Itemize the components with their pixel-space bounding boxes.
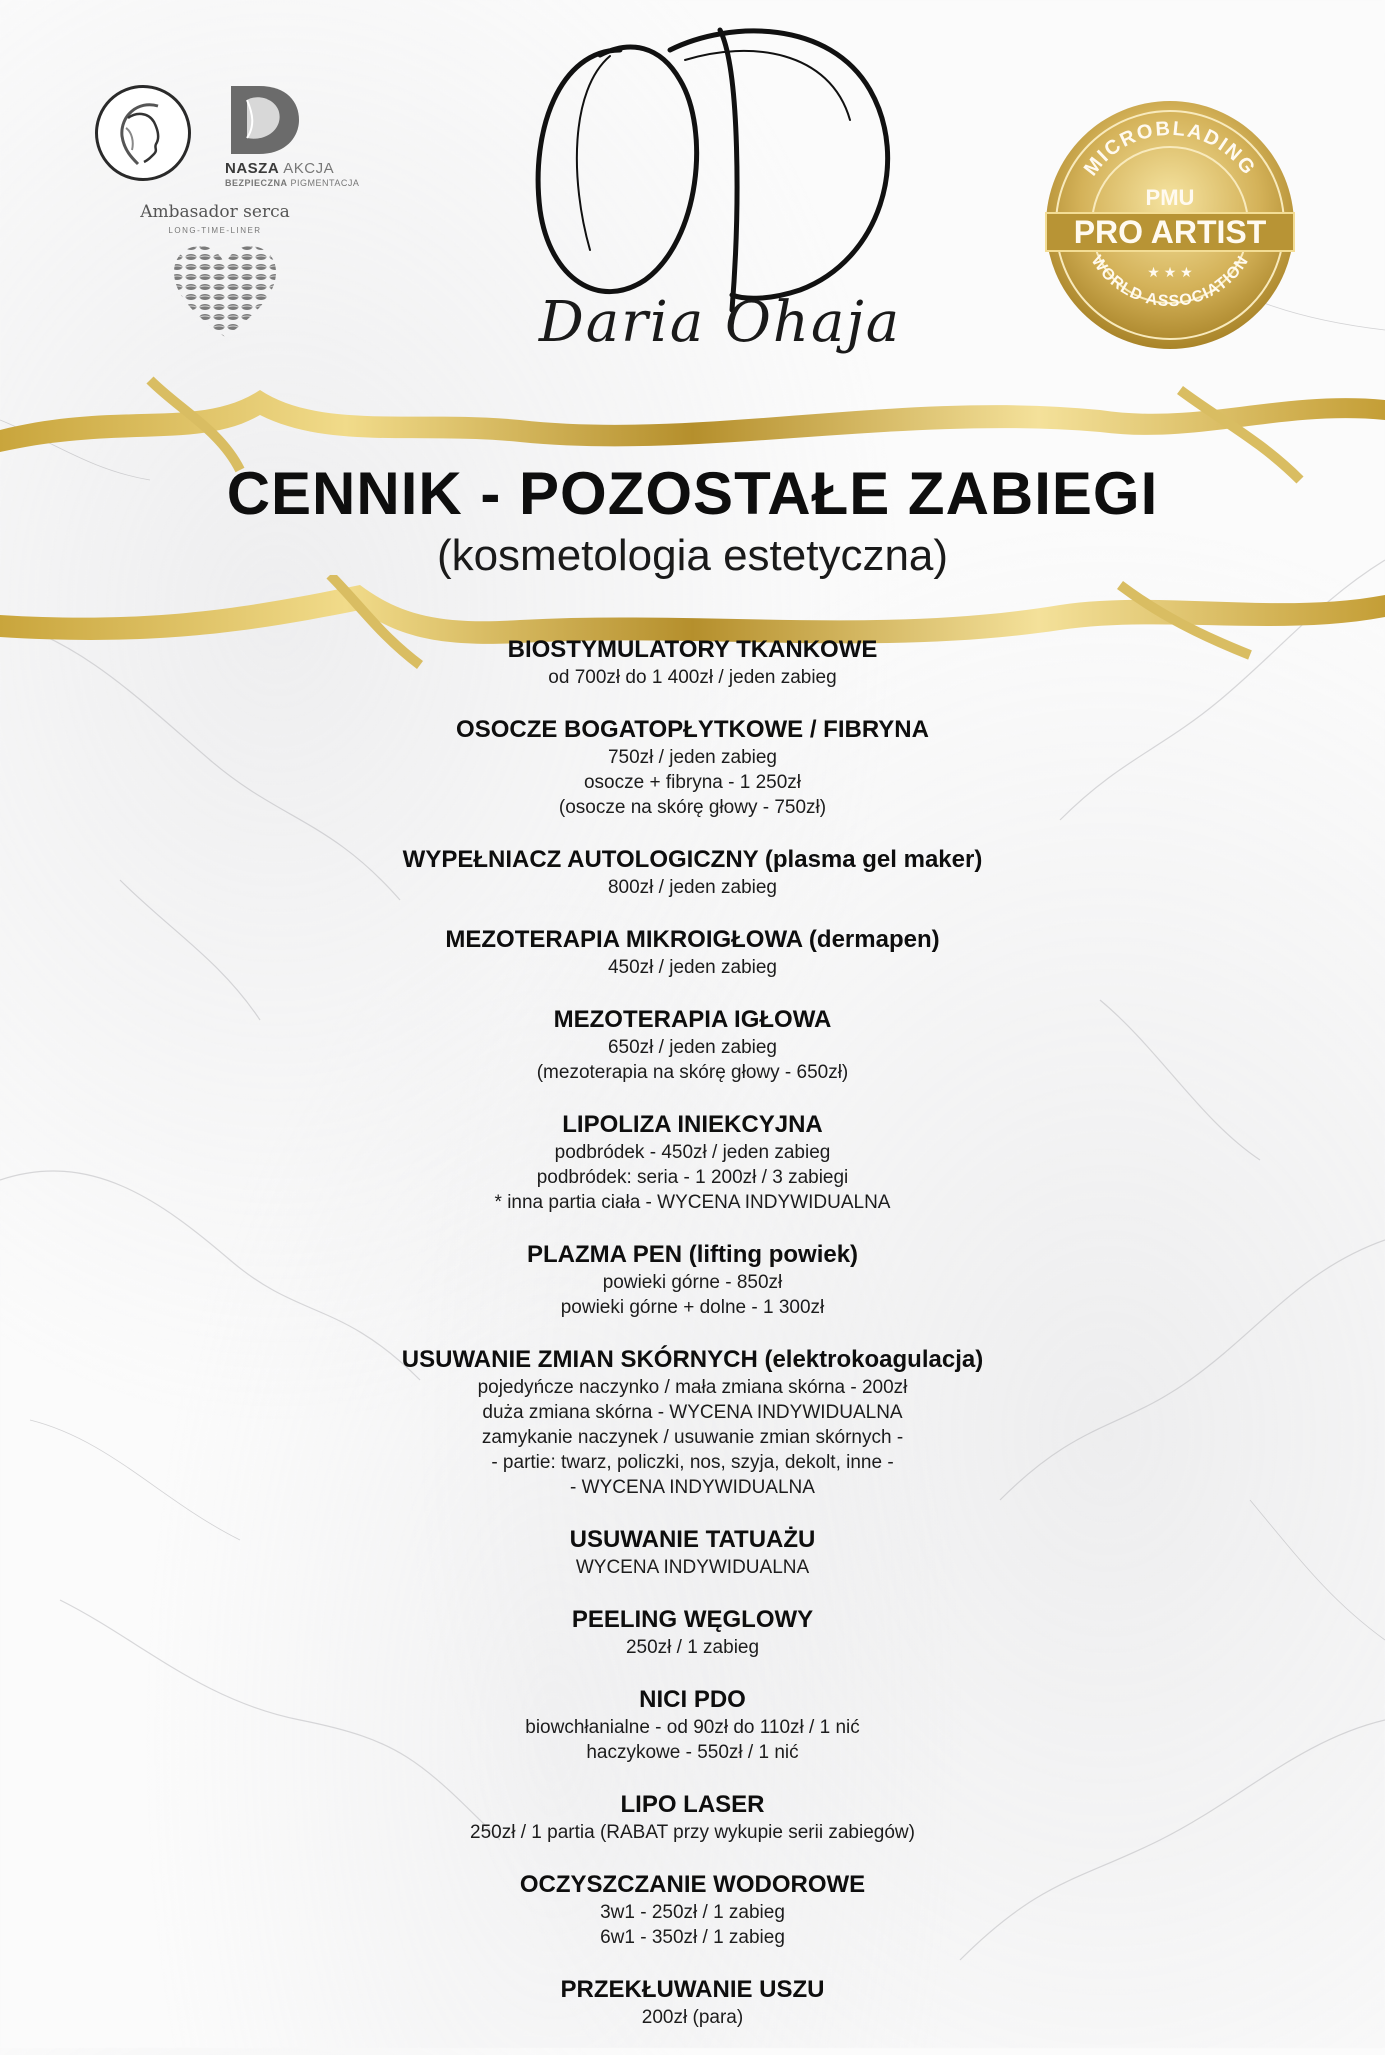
service-price-line: podbródek: seria - 1 200zł / 3 zabiegi: [536, 1167, 849, 1188]
service-price-line: - partie: twarz, policzki, nos, szyja, dekolt, inne -: [491, 1452, 894, 1473]
service-price-line: 6w1 - 350zł / 1 zabieg: [600, 1927, 785, 1948]
svg-text:★ ★ ★: ★ ★ ★: [1147, 264, 1193, 280]
service-price-line: powieki górne + dolne - 1 300zł: [560, 1297, 825, 1318]
service-name: WYPEŁNIACZ AUTOLOGICZNY (plasma gel maker): [402, 846, 983, 873]
price-item: [0, 1975, 1385, 2030]
service-price-line: 650zł / jeden zabieg: [607, 1037, 777, 1058]
service-name: OSOCZE BOGATOPŁYTKOWE / FIBRYNA: [456, 716, 929, 743]
service-price-line: 800zł / jeden zabieg: [607, 877, 777, 898]
svg-text:MICROBLADING: MICROBLADING: [1079, 117, 1261, 181]
service-name: OCZYSZCZANIE WODOROWE: [519, 1871, 866, 1898]
svg-text:PRO ARTIST: PRO ARTIST: [1073, 214, 1267, 250]
price-item: [0, 845, 1385, 900]
svg-text:WORLD ASSOCIATION: WORLD ASSOCIATION: [1087, 252, 1253, 311]
service-name: PEELING WĘGLOWY: [571, 1606, 814, 1633]
service-price-line: 250zł / 1 partia (RABAT przy wykupie serii zabiegów): [470, 1822, 915, 1843]
service-price-line: - WYCENA INDYWIDUALNA: [570, 1477, 815, 1498]
service-price-line: podbródek - 450zł / jeden zabieg: [554, 1142, 831, 1163]
service-price-line: biowchłanialne - od 90zł do 110zł / 1 nić: [525, 1717, 860, 1738]
service-price-line: 3w1 - 250zł / 1 zabieg: [600, 1902, 785, 1923]
nasza-akcja-sub: BEZPIECZNA PIGMENTACJA: [225, 178, 360, 188]
price-item: [0, 1870, 1385, 1950]
service-price-line: 450zł / jeden zabieg: [607, 957, 777, 978]
price-item: [0, 1685, 1385, 1765]
profile-logo: [95, 85, 191, 181]
service-price-line: osocze + fibryna - 1 250zł: [583, 772, 802, 793]
page-title: CENNIK - POZOSTAŁE ZABIEGI: [226, 460, 1159, 527]
service-name: BIOSTYMULATORY TKANKOWE: [507, 636, 878, 663]
nasza-d-icon: [225, 80, 305, 160]
price-list: [0, 635, 1385, 2055]
service-name: USUWANIE TATUAŻU: [569, 1526, 816, 1553]
nasza-akcja-text: NASZA AKCJA: [225, 160, 335, 177]
service-price-line: duża zmiana skórna - WYCENA INDYWIDUALNA: [482, 1402, 903, 1423]
service-price-line: (osocze na skórę głowy - 750zł): [558, 797, 827, 818]
price-item: [0, 925, 1385, 980]
price-item: [0, 1240, 1385, 1320]
service-price-line: 750zł / jeden zabieg: [607, 747, 777, 768]
price-item: [0, 715, 1385, 820]
partner-logos: [95, 80, 395, 340]
service-name: NICI PDO: [639, 1686, 746, 1713]
price-item: [0, 1605, 1385, 1660]
service-price-line: (mezoterapia na skórę głowy - 650zł): [536, 1062, 849, 1083]
service-name: PRZEKŁUWANIE USZU: [560, 1976, 825, 2003]
price-item: [0, 1525, 1385, 1580]
price-item: [0, 1345, 1385, 1500]
service-name: PLAZMA PEN (lifting powiek): [526, 1241, 859, 1268]
ambasador-label: Ambasador serca: [140, 202, 290, 222]
woman-profile-icon: [98, 88, 188, 178]
service-price-line: * inna partia ciała - WYCENA INDYWIDUALNA: [494, 1192, 891, 1213]
service-name: USUWANIE ZMIAN SKÓRNYCH (elektrokoagulacja): [401, 1346, 984, 1373]
service-name: MEZOTERAPIA MIKROIGŁOWA (dermapen): [445, 926, 940, 953]
svg-text:PMU: PMU: [1145, 185, 1195, 210]
service-price-line: haczykowe - 550zł / 1 nić: [586, 1742, 799, 1763]
pro-artist-seal: [1040, 95, 1300, 355]
lips-heart-icon: [170, 242, 280, 342]
signature-daria-ohaja: Daria Ohaja: [538, 290, 902, 355]
page-subtitle: (kosmetologia estetyczna): [436, 531, 949, 580]
service-price-line: zamykanie naczynek / usuwanie zmian skórnych -: [481, 1427, 904, 1448]
service-price-line: pojedyńcze naczynko / mała zmiana skórna - 200zł: [477, 1377, 908, 1398]
long-time-liner-label: LONG-TIME-LINER: [168, 226, 262, 235]
price-item: [0, 1790, 1385, 1845]
price-item: [0, 1005, 1385, 1085]
service-price-line: 250zł / 1 zabieg: [625, 1637, 760, 1658]
service-name: MEZOTERAPIA IGŁOWA: [553, 1006, 832, 1033]
service-price-line: 200zł (para): [641, 2007, 744, 2028]
service-price-line: powieki górne - 850zł: [602, 1272, 783, 1293]
nasza-akcja-logo: [225, 80, 385, 190]
service-price-line: od 700zł do 1 400zł / jeden zabieg: [548, 667, 837, 688]
service-price-line: WYCENA INDYWIDUALNA: [575, 1557, 810, 1578]
price-item: [0, 635, 1385, 690]
service-name: LIPOLIZA INIEKCYJNA: [562, 1111, 823, 1138]
price-list-header: [0, 458, 1385, 582]
service-name: LIPO LASER: [620, 1791, 765, 1818]
price-item: [0, 1110, 1385, 1215]
